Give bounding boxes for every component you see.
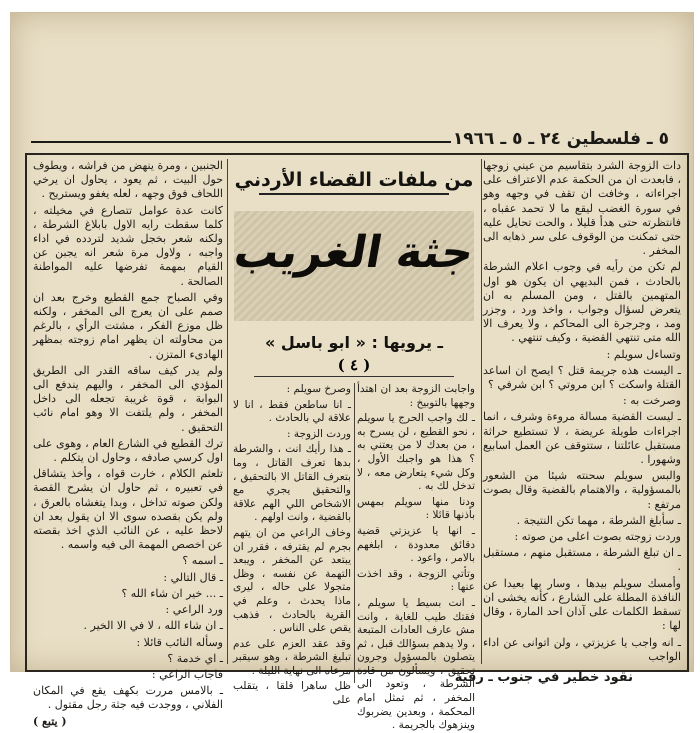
paragraph: فاجاب الراعي : xyxy=(151,667,223,681)
paragraph: ظل ساهرا قلقا ، يتقلب على xyxy=(233,680,351,707)
paragraph: ـ اي خدمة ؟ xyxy=(167,651,223,665)
paragraph: ترك القطيع في الشارع العام ، وهوى على اول كرسي صادفه ، وحاول ان يتكلم . xyxy=(33,436,223,465)
dateline: ٥ ـ فلسطين ٢٤ ـ ٥ ـ ١٩٦٦ xyxy=(452,129,669,149)
paragraph: وتأتي الزوجة ، وقد اخذت عنها : xyxy=(357,567,475,594)
paragraph: وردت الزوجة : xyxy=(286,427,351,440)
paragraph: واجابت الزوجة بعد ان اهتدأ وجهها بالتوبيخ : xyxy=(357,383,475,409)
paragraph: ـ اسمه ؟ xyxy=(182,554,223,568)
paragraph: ـ لك واجب الحرج يا سويلم ، نحو القطيع ، لن يسرح به ، من بعدك لا من يعتني به ؟ هذا هو واجبك الأول ، وكل شيء يتعارض معه ، لا تدخل لك به . xyxy=(357,412,475,493)
center-right-subcolumn xyxy=(357,383,475,732)
next-article-headline: نقود خطير في جنوب ـ رفية xyxy=(454,670,633,685)
paragraph: ـ انت بسيط يا سويلم ، فقتك طيب للغاية ، وانت مش عارف العادات المتبعة ، ولا يدهم بسؤالك قبل ، ثم يتصلون بالمسؤول وجرون تحقيق ، ويسألون من قادة الشرطة ، وتعود الى المخفر ، ثم تمثل امام المحكمة ، وبعدين يضربوك وينزهوك بالجريمة . xyxy=(357,596,475,732)
paragraph: تلعثم الكلام ، خارت قواه ، وأخذ يتشاقل في تعبيره ، ثم حاول ان يشرح القصة ولكن صوته تداخل ، وبدا يتغشاه بالعرق ، ولم يكن بقصده سوى الا ان يقول بعد ان لاحظ عليه ، عن النائب الذي اخذ بقصته عن اخصص المهمة الى فيه واسمه . xyxy=(33,467,223,552)
paragraph: ورد الراعي : xyxy=(165,603,223,617)
paragraph: ـ انه واجب يا عزيزتي ، ولن اتوانى عن اداء الواجب xyxy=(483,635,681,663)
episode-underline xyxy=(254,376,454,377)
paragraph: لم تكن من رأيه في وجوب اعلام الشرطة بالحادث ، فمن البديهي ان يكون هو اول المتهمين بالقتل ، ومن المسلم به ان يتعرض لسؤال وجواب ، واخذ ورد ، وجزر ومد ، وجرجرة الى المحاكم ، ولا يعرف الا الله متى تنتهي القضية ، وكيف تنتهي . xyxy=(483,260,681,345)
paragraph: ـ قال التالي : xyxy=(163,570,223,584)
paragraph: وردت زوجته بصوت اعلى من صوته : xyxy=(514,530,681,544)
episode-number: ( ٤ ) xyxy=(337,356,371,374)
paragraph: ـ انا ساطعن فقط ، انا لا علاقة لي بالحادث . xyxy=(233,398,351,425)
paragraph: وتساءل سويلم : xyxy=(606,347,681,361)
paragraph: وصرخ سويلم : xyxy=(286,383,351,395)
center-column xyxy=(230,159,478,732)
paragraph: وفي الصباح جمع القطيع وخرج بعد ان صمم على ان يعرج الى المخفر ، ولكنه ظل موزع الفكر ، مشتت الرأي ، بالرغم من محاولته ان يظهر امام زوجته بمظهر الهادىء المتزن . xyxy=(33,290,223,361)
paragraph: ـ ... خير ان شاء الله ؟ xyxy=(121,586,223,600)
paragraph: ـ هذا رأيك انت ، والشرطة بدها تعرف القاتل ، وما بتعرف القاتل الا بالتحقيق ، والتحقيق يجري مع الاشخاص اللي الهم علاقة بالقضية ، وانت اولهم . xyxy=(233,443,351,524)
paragraph: ـ ليست القضية مسالة مروءة وشرف ، انما اجراءات طويلة عريضة ، لا تستطيع حراثة مستقبل عائلتنا ، ستتوقف عن العمل اسابيع وشهورا . xyxy=(483,410,681,467)
paragraph: كانت عدة عوامل تتصارع في مخيلته ، كلما سقطت رايه الاول بابلاغ الشرطة ، ولكنه شعر بخجل شديد لتردده في اداء واجبه ، ولاول مرة شعر انه يجبن عن القيام بمهمة تفرضها عليه المواطنة الصالحة . xyxy=(33,203,223,288)
paragraph: ولم يدر كيف ساقه القدر الى الطريق المؤدي الى المخفر ، واليهم يندفع الى البوابة ، قوة غريبة تجعله الى داخل المخفر ، ولم يلتفت الا وهو امام نائب التحقيق . xyxy=(33,363,223,434)
paragraph: وسأله النائب قائلا : xyxy=(136,635,223,649)
paragraph: ـ ان تبلغ الشرطة ، مستقبل منهم ، مستقبل . xyxy=(483,546,681,574)
paragraph: وخاف الراعي من ان يتهم بجرم لم يقترفه ، فقرر ان يبتعد عن المخفر ، ويبعد التهمة عن نفسه ، وظل متجولا على حاله ، ليرى ماذا يحدث ، وعلم في القرية بالحادث ، فذهب يقص على الناس . xyxy=(233,526,351,635)
right-column xyxy=(483,159,681,664)
paragraph: ودنا منها سويلم بمهس بأذنها قائلا : xyxy=(357,495,475,522)
paragraph: ـ بالامس مررت بكهف يقع في المكان الفلاني ، ووجدت فيه جثة رجل مقتول . xyxy=(33,684,223,712)
left-column xyxy=(33,159,223,728)
headline-panel xyxy=(230,211,478,321)
paragraph: وأمسك سويلم بيدها ، وسار بها بعيدا عن النافذة المطلة على الشارع ، كأنه يخشى ان تسقط الكلمات على آذان احد المارة ، وقال لها : xyxy=(483,576,681,633)
paragraph: وصرخت به : xyxy=(623,394,681,408)
headline: جثة الغريب xyxy=(230,227,478,278)
paragraph: وقد عقد العزم على عدم تبليغ الشرطة ، وهو سيقبر مرعاه الى نهاية الليلة . xyxy=(233,637,351,677)
subcolumn-divider xyxy=(354,383,355,683)
continued-label: ( يتبع ) xyxy=(33,714,67,728)
byline: ـ يرويها : « ابو باسل » xyxy=(265,333,443,352)
header-rule xyxy=(31,141,451,143)
newspaper-clipping xyxy=(10,12,694,732)
center-subcolumns xyxy=(231,383,477,732)
column-divider xyxy=(227,159,228,664)
paragraph: ـ ان شاء الله ، لا في الا الخير . xyxy=(83,619,223,633)
paragraph: دات الزوجة الشرد بتقاسيم من عيني زوجها ، فابعدت ان من الحكمة عدم الاعتراف على اجراءاته ، وخافت ان تقف في وجهه وهو في سورة الغضب ليقع ما لا تحمد عقباه ، فانتظرته حتى هدأ قليلا ، والحت تحايل عليه حتى تمكنت من الوقوف على سر ذهابه الى المخفر . xyxy=(483,159,681,258)
section-kicker: من ملفات القضاء الأردني xyxy=(234,169,474,191)
paragraph: الجنبين ، ومرة ينهض من فراشه ، ويطوف حول البيت ، ثم يعود ، يحاول ان يرخي اللحاف فوق وجهه ، لعله يغفو ويستريح . xyxy=(33,159,223,201)
paragraph: ـ انها يا عزيزتي قضية دقائق معدودة ، ابلغهم بالامر ، واعود . xyxy=(357,524,475,565)
column-divider xyxy=(481,159,482,664)
center-left-subcolumn xyxy=(233,383,351,707)
paragraph: ـ سأبلغ الشرطة ، مهما تكن النتيجة . xyxy=(516,513,681,527)
kicker-underline xyxy=(259,193,449,195)
paragraph: ـ اليست هذه جريمة قتل ؟ ايصح ان اساعد القتلة واسكت ؟ ابن مروتي ؟ ابن شرفي ؟ xyxy=(483,363,681,392)
paragraph: والبس سويلم سحنته شيئا من الشعور بالمسؤولية ، والاهتمام بالقضية وقال بصوت مرتفع : xyxy=(483,469,681,511)
